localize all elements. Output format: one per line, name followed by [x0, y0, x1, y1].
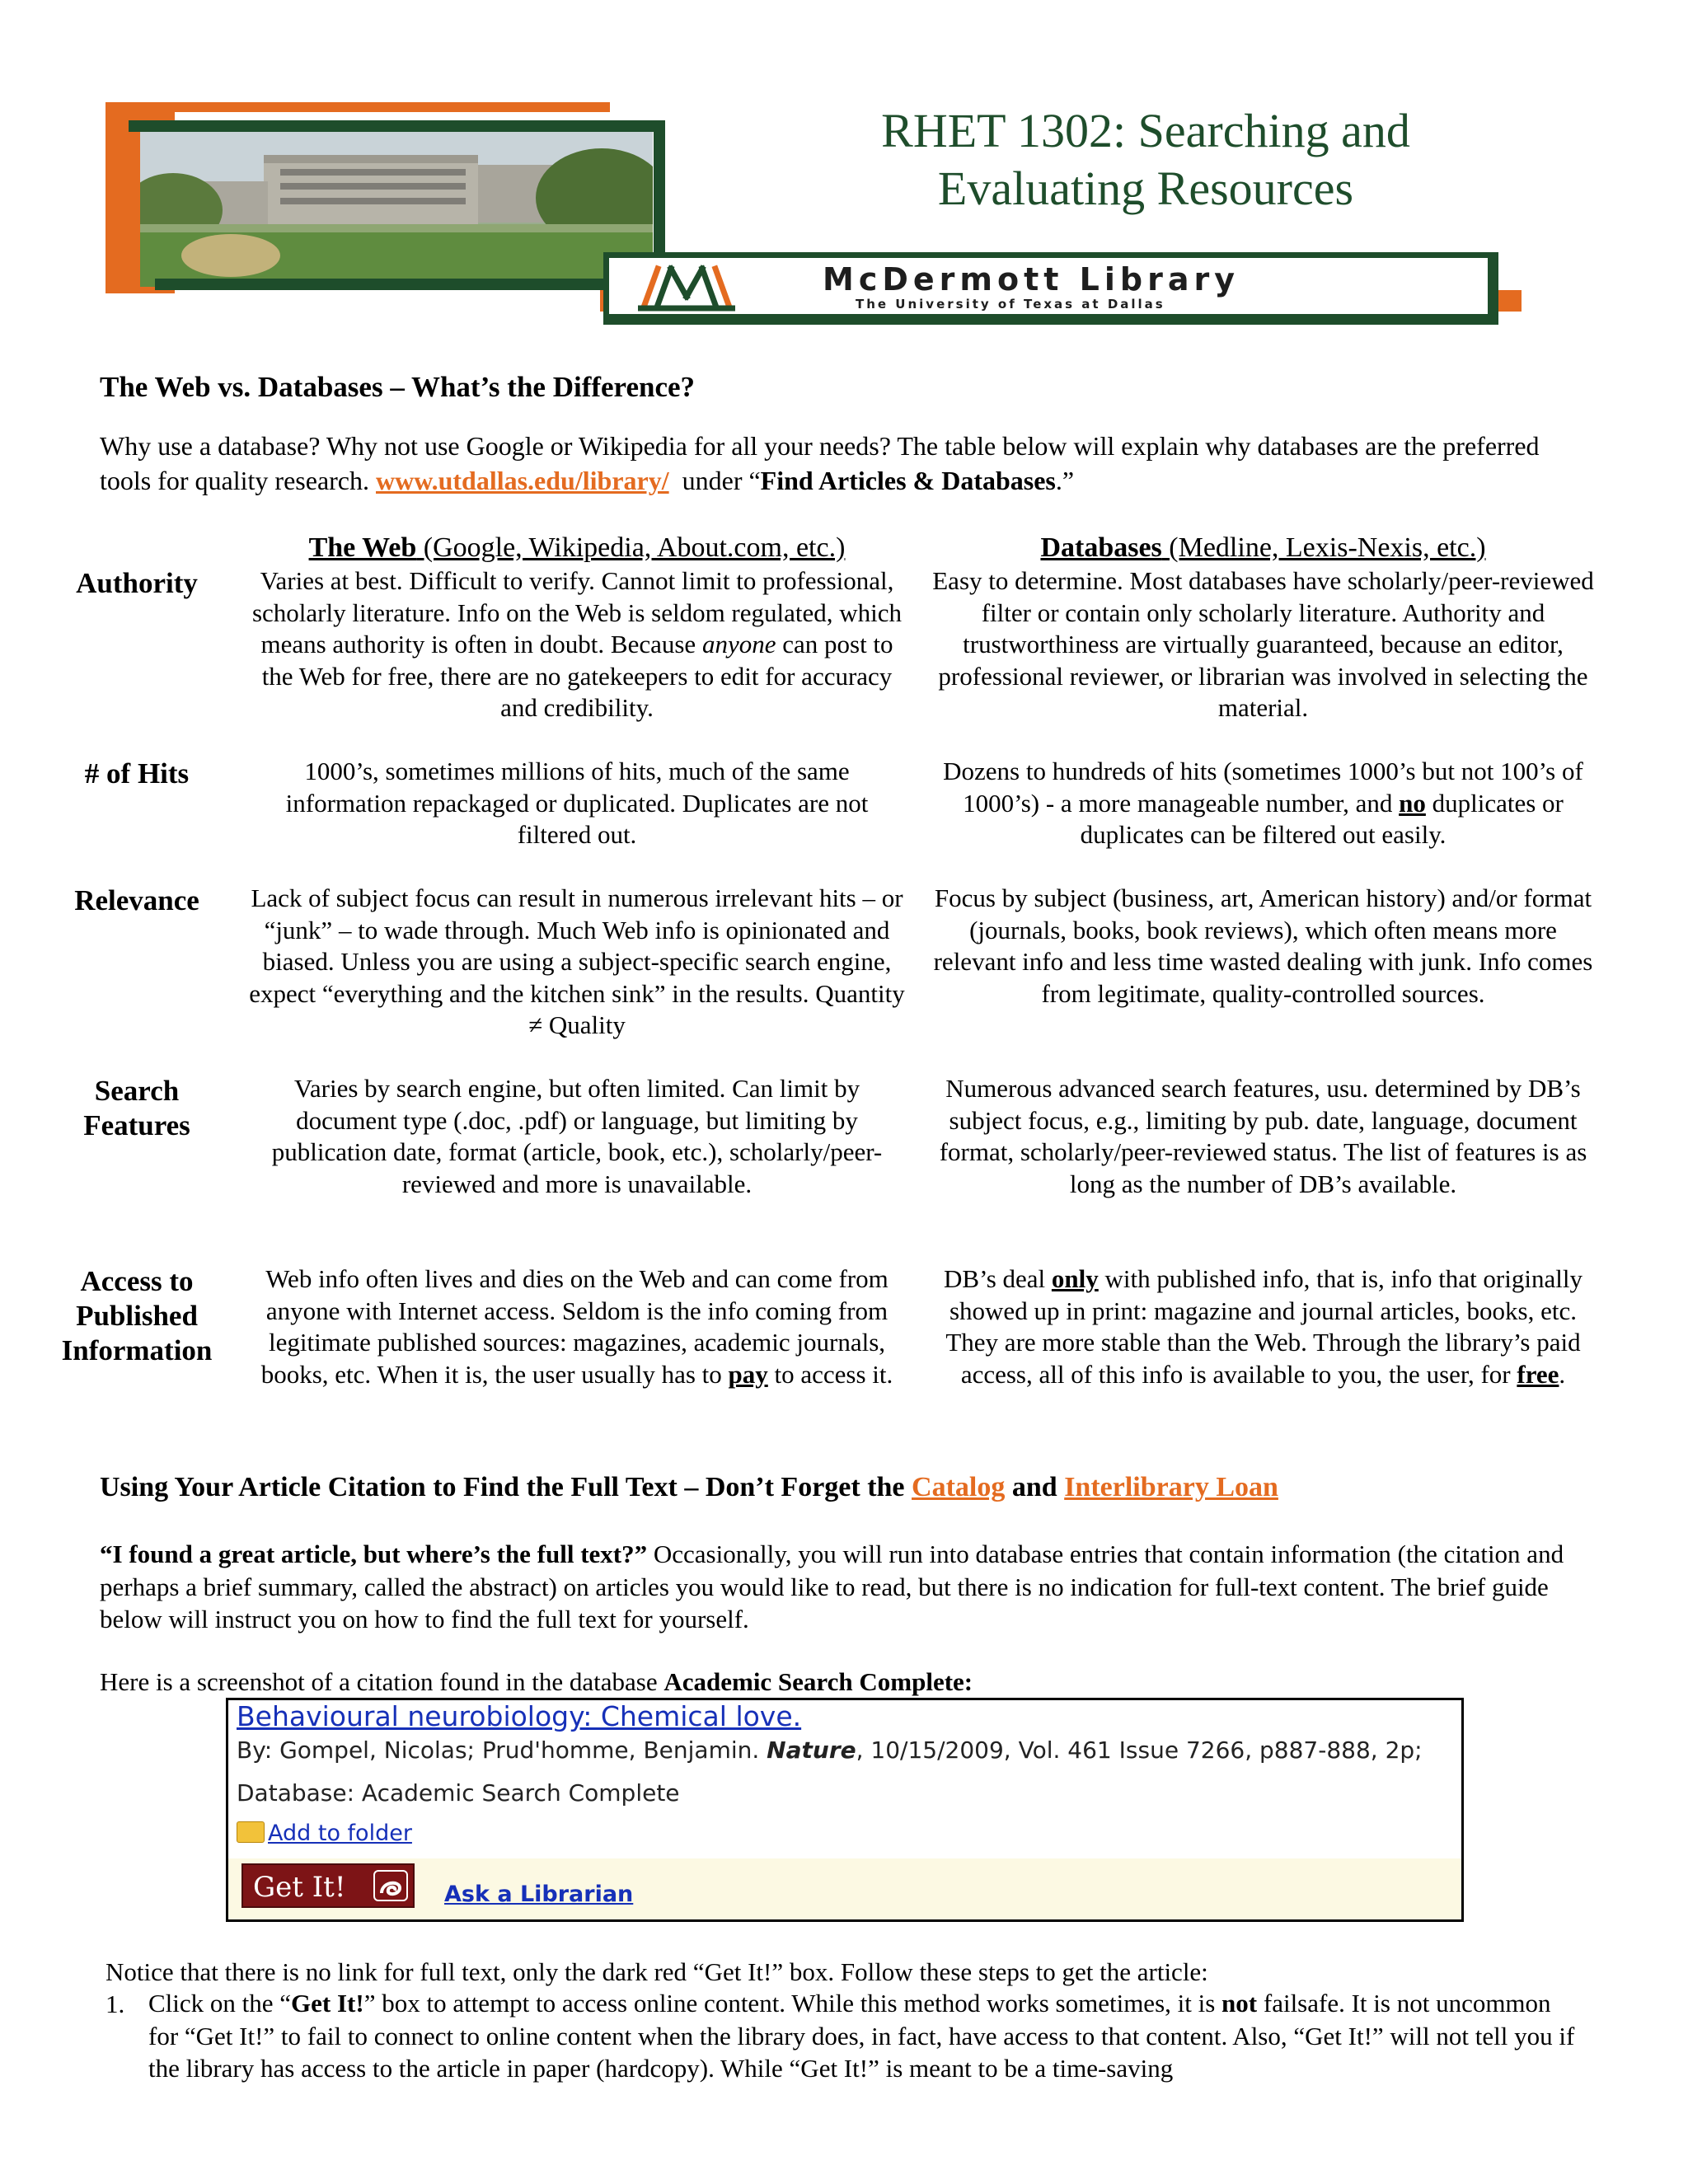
row-label-authority: Authority [76, 567, 198, 599]
db-cell-access [927, 1263, 1599, 1390]
intro-paragraph [100, 429, 1583, 498]
get-it-button[interactable] [241, 1863, 415, 1908]
library-subtitle: The University of Texas at Dallas [856, 297, 1165, 312]
page-title-line1: RHET 1302: Searching and [881, 104, 1410, 157]
web-cell-authority [247, 565, 907, 724]
intro-end: .” [1055, 466, 1075, 495]
row-label-search-features: Search Features [83, 1075, 190, 1141]
table-header-databases [927, 532, 1599, 565]
db-access-b: with published info, that is, info that originally showed up in print: magazine and journal articles, books, etc. They are more stable than the Web. Through the library’s paid access, all of this info is available to you, the user, for [945, 1264, 1582, 1389]
full-text-explanation: Occasionally, you will run into database entries that contain information (the citation and perhaps a brief summary, called the abstract) on articles you would like to read, but there is no indication for full-text content. The brief guide below will instruct you on how to find the full text for yourself. [100, 1540, 1564, 1633]
db-cell-authority: Easy to determine. Most databases have scholarly/peer-reviewed filter or contain only scholarly literature. Authority and trustworthiness are virtually guaranteed, because an editor, professional reviewer, or librarian was involved in selecting the material. [932, 566, 1594, 722]
heading-full-text-and: and [1005, 1472, 1065, 1502]
web-header-rest: (Google, Wikipedia, About.com, etc.) [416, 532, 846, 563]
intro-under: under “ [682, 466, 761, 495]
db-cell-hits [927, 756, 1599, 851]
full-text-question: “I found a great article, but where’s the full text?” [100, 1540, 648, 1568]
banner-green-stripe [129, 120, 664, 132]
web-header-bold: The Web [308, 532, 417, 563]
db-cell-relevance: Focus by subject (business, art, American history) and/or format (journals, books, book reviews), which often means more relevant info and less time wasted dealing with junk. Info comes from legitimate, quality-controlled sources. [933, 883, 1593, 1008]
citation-database: Database: Academic Search Complete [237, 1779, 680, 1807]
citation-journal: Nature [767, 1736, 856, 1764]
library-url-link[interactable]: www.utdallas.edu/library/ [376, 466, 669, 495]
interlibrary-loan-link[interactable]: Interlibrary Loan [1064, 1472, 1278, 1502]
step-1-text [148, 1987, 1582, 2085]
page-title-line2: Evaluating Resources [937, 162, 1354, 215]
web-authority-a: Varies at best. Difficult to verify. Cannot limit to professional, scholarly literature. Info on the Web is seldom regulated, which means authority is often in doubt. Because [251, 566, 903, 658]
web-access-b: to access it. [767, 1359, 893, 1389]
swirl-icon [373, 1870, 408, 1901]
db-access-strong1: only [1051, 1264, 1099, 1293]
step-1-not: not [1221, 1989, 1258, 2018]
db-access-c: . [1559, 1359, 1566, 1389]
intro-bold: Find Articles & Databases [760, 466, 1056, 495]
page-title [742, 102, 1550, 218]
ask-a-librarian-link[interactable]: Ask a Librarian [444, 1882, 634, 1907]
web-cell-access [247, 1263, 907, 1390]
notice-text: Notice that there is no link for full text, only the dark red “Get It!” box. Follow these steps to get the article: [106, 1957, 1208, 1986]
db-hits-b: duplicates or duplicates can be filtered out easily. [1080, 788, 1564, 849]
citation-byline [237, 1736, 1423, 1764]
citation-details: , 10/15/2009, Vol. 461 Issue 7266, p887-888, 2p; [856, 1736, 1423, 1764]
folder-icon [237, 1821, 265, 1843]
step-1-c: failsafe. It is not uncommon for “Get It!” to fail to connect to online content when the library does, in fact, have access to that content. Also, “Get It!” will not tell you if the library has access to the article in paper (hardcopy). While “Get It!” is meant to be a time-saving [148, 1989, 1575, 2083]
row-label-relevance: Relevance [74, 884, 199, 916]
web-cell-relevance: Lack of subject focus can result in numerous irrelevant hits – or “junk” – to wade through. Much Web info is opinionated and biased. Unless you are using a subject-specific search engine, expect “everything and the kitchen sink” in the results. Quantity ≠ Quality [249, 883, 905, 1039]
heading-full-text-pre: Using Your Article Citation to Find the Full Text – Don’t Forget the [100, 1472, 912, 1502]
banner-orange-stripe [106, 102, 610, 112]
web-authority-em: anyone [701, 630, 776, 658]
row-label-access: Access to Published Information [61, 1265, 213, 1366]
step-1-b: ” box to attempt to access online content. While this method works sometimes, it is [363, 1989, 1222, 2018]
step-1-bold: Get It! [291, 1989, 364, 2018]
get-it-label: Get It! [253, 1871, 346, 1904]
web-access-strong: pay [728, 1359, 768, 1389]
screenshot-intro-text: Here is a screenshot of a citation found in the database [100, 1667, 664, 1696]
db-access-strong2: free [1517, 1359, 1559, 1389]
add-to-folder-button[interactable] [237, 1821, 412, 1846]
library-name: McDermott Library [823, 261, 1240, 298]
web-cell-search-features: Varies by search engine, but often limited. Can limit by document type (.doc, .pdf) or language, but limiting by publication date, format (article, book, etc.), scholarly/peer-reviewed and more is unavailable. [271, 1074, 883, 1198]
citation-authors: By: Gompel, Nicolas; Prud'homme, Benjamin. [237, 1736, 767, 1764]
web-authority-b: can post to the Web for free, there are no gatekeepers to edit for accuracy and credibility. [261, 630, 893, 722]
step-1-a: Click on the “ [148, 1989, 292, 2018]
web-access-a: Web info often lives and dies on the Web and can come from anyone with Internet access. Seldom is the info coming from legitimate published sources: magazines, academic journals, books, etc. When it is, the user usually has to [260, 1264, 889, 1389]
citation-screenshot [226, 1698, 1464, 1922]
db-access-a: DB’s deal [944, 1264, 1052, 1293]
catalog-link[interactable]: Catalog [912, 1472, 1006, 1502]
citation-title-link[interactable]: Behavioural neurobiology: Chemical love. [237, 1700, 802, 1732]
db-header-bold: Databases [1040, 532, 1162, 563]
screenshot-intro-db: Academic Search Complete: [663, 1667, 973, 1696]
row-label-hits: # of Hits [84, 757, 190, 790]
screenshot-intro [100, 1665, 973, 1699]
db-cell-search-features: Numerous advanced search features, usu. determined by DB’s subject focus, e.g., limiting by pub. date, language, document format, scholarly/peer-reviewed status. The list of features is as long as the number of DB’s available. [939, 1074, 1587, 1198]
table-header-web [247, 532, 907, 565]
section-heading-full-text [100, 1472, 1278, 1503]
add-to-folder-label: Add to folder [268, 1821, 412, 1846]
library-logo-icon [638, 260, 735, 312]
library-building-photo [140, 132, 653, 287]
db-hits-strong: no [1399, 788, 1426, 818]
section-heading-web-vs-databases: The Web vs. Databases – What’s the Difference? [100, 371, 696, 403]
intro-text: Why use a database? Why not use Google or Wikipedia for all your needs? The table below will explain why databases are the preferred tools for quality research. [100, 431, 1540, 495]
db-header-rest: (Medline, Lexis-Nexis, etc.) [1161, 532, 1486, 563]
db-hits-a: Dozens to hundreds of hits (sometimes 1000’s but not 100’s of 1000’s) - a more manageable number, and [943, 757, 1583, 818]
web-cell-hits: 1000’s, sometimes millions of hits, much of the same information repackaged or duplicated. Duplicates are not filtered out. [285, 757, 869, 849]
full-text-paragraph [100, 1538, 1583, 1636]
step-1-number: 1. [106, 1990, 125, 2018]
